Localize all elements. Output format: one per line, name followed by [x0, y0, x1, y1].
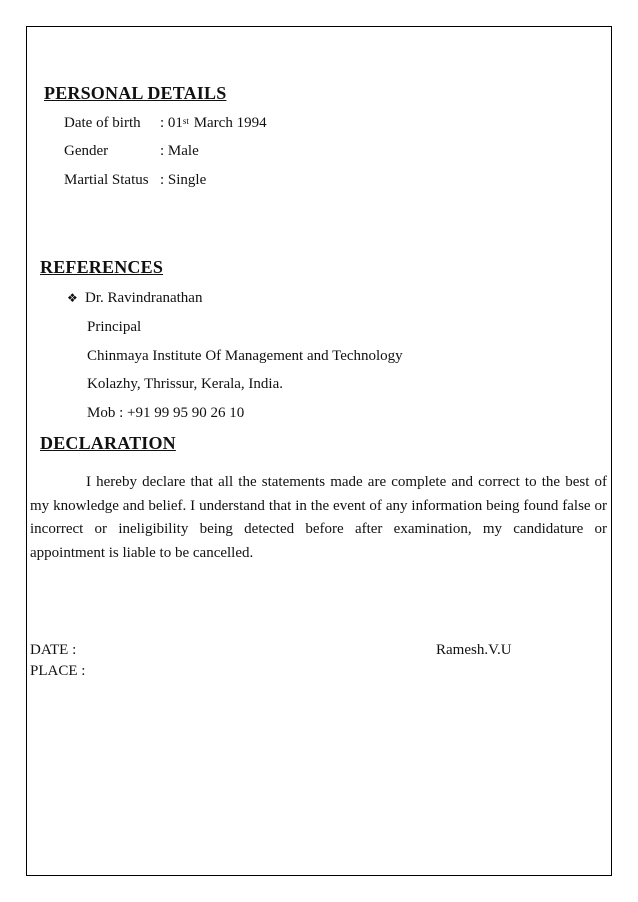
- reference-address: Kolazhy, Thrissur, Kerala, India.: [87, 376, 284, 392]
- status-label: Martial Status: [64, 172, 149, 188]
- declaration-heading: DECLARATION: [40, 433, 176, 453]
- reference-name-row: [67, 289, 202, 307]
- references-heading: REFERENCES: [40, 257, 164, 277]
- status-row: [64, 171, 206, 189]
- personal-details-heading: PERSONAL DETAILS: [44, 83, 227, 103]
- status-value: : Single: [160, 172, 207, 188]
- reference-name: Dr. Ravindranathan: [85, 290, 203, 306]
- dob-sep: : 01: [160, 115, 183, 131]
- reference-institute: Chinmaya Institute Of Management and Technology: [87, 348, 403, 364]
- dob-row: [64, 114, 267, 132]
- dob-label: Date of birth: [64, 115, 141, 131]
- date-label: DATE :: [30, 642, 77, 658]
- reference-mobile: Mob : +91 99 95 90 26 10: [87, 405, 245, 421]
- reference-role: Principal: [87, 319, 142, 335]
- diamond-bullet-icon: ❖: [67, 291, 78, 305]
- gender-row: [64, 142, 199, 160]
- dob-rest: March 1994: [189, 115, 267, 131]
- signature-name: Ramesh.V.U: [436, 642, 512, 658]
- place-label: PLACE :: [30, 663, 86, 679]
- gender-value: : Male: [160, 143, 199, 159]
- dob-sup: st: [182, 116, 189, 126]
- gender-label: Gender: [64, 143, 109, 159]
- declaration-paragraph: [30, 471, 607, 565]
- declaration-text: I hereby declare that all the statements made are complete and correct to the best of my knowledge and belief. I understand that in the event of any information being found false or incorrect or ineligibility being detected before after examination, my candidature or appointment is liable to be cancelled.: [30, 474, 607, 561]
